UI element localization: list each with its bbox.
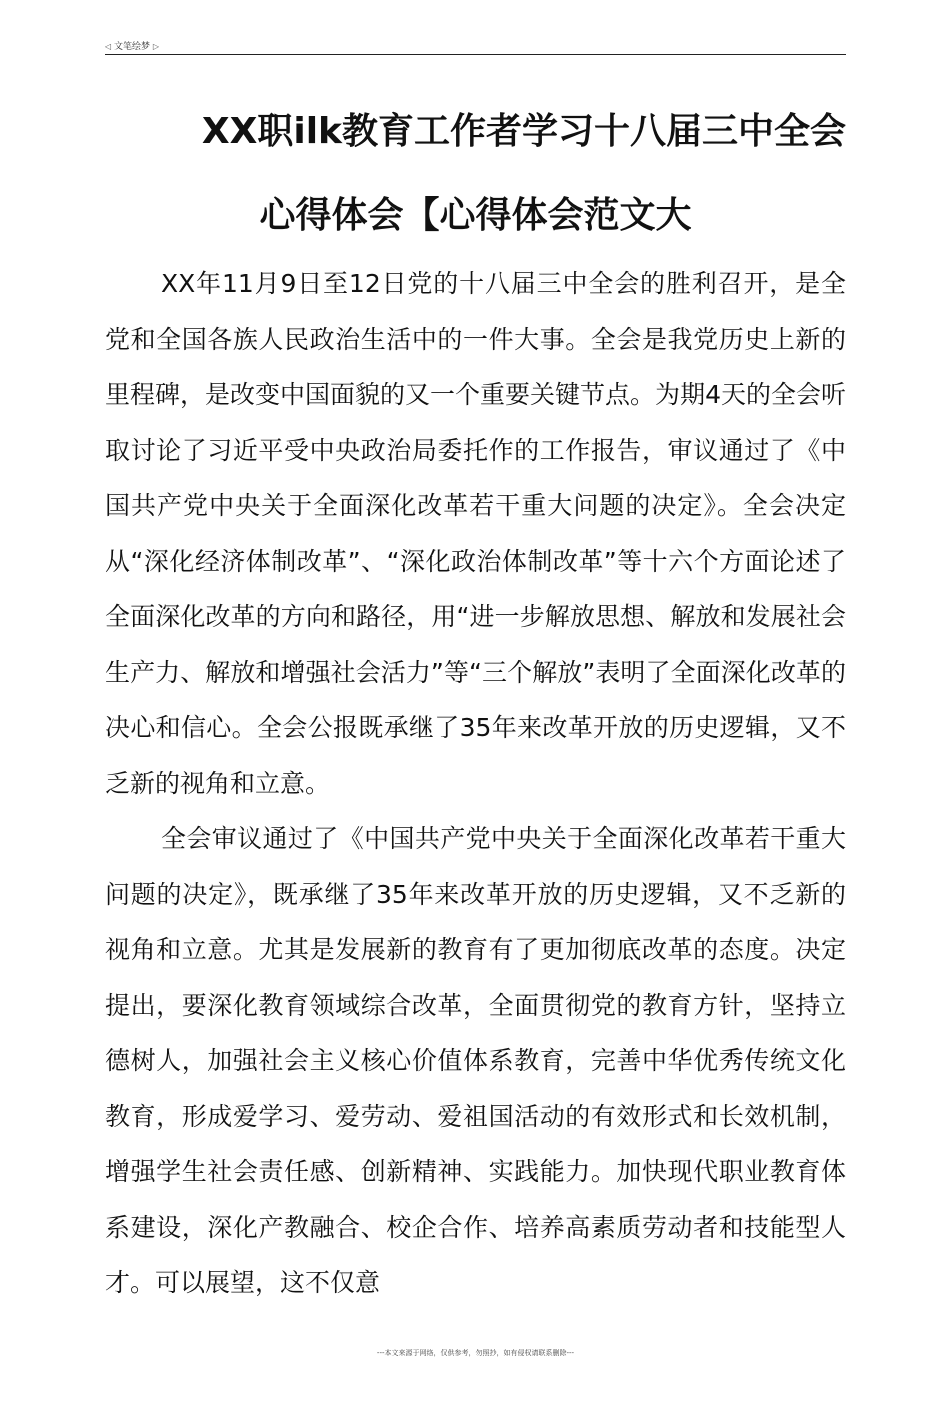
document-title (105, 102, 846, 270)
paragraph-2: 全会审议通过了《中国共产党中央关于全面深化改革若干重大问题的决定》，既承继了35年来改革开放的历史逻辑，又不乏新的视角和立意。尤其是发展新的教育有了更加彻底改革的态度。决定提出，要深化教育领域综合改革，全面贯彻党的教育方针，坚持立德树人，加强社会主义核心价值体系教育，完善中华优秀传统文化教育，形成爱学习、爱劳动、爱祖国活动的有效形式和长效机制，增强学生社会责任感、创新精神、实践能力。加快现代职业教育体系建设，深化产教融合、校企合作、培养高素质劳动者和技能型人才。可以展望，这不仅意 (105, 824, 846, 1297)
paragraph-1: XX年11月9日至12日党的十八届三中全会的胜利召开，是全党和全国各族人民政治生活中的一件大事。全会是我党历史上新的里程碑，是改变中国面貌的又一个重要关键节点。为期4天的全会听取讨论了习近平受中央政治局委托作的工作报告，审议通过了《中国共产党中央关于全面深化改革若干重大问题的决定》。全会决定从“深化经济体制改革”、“深化政治体制改革”等十六个方面论述了全面深化改革的方向和路径，用“进一步解放思想、解放和发展社会生产力、解放和增强社会活力”等“三个解放”表明了全面深化改革的决心和信心。全会公报既承继了35年来改革开放的历史逻辑，又不乏新的视角和立意。 (105, 269, 846, 798)
page-footer: ---本文来源于网络，仅供参考，勿照抄，如有侵权请联系删除--- (376, 1349, 575, 1357)
header-divider (105, 54, 846, 55)
right-triangle-icon: ▷ (152, 42, 160, 51)
title-line-2: 心得体会【心得体会范文大 (259, 195, 692, 236)
page-header (105, 40, 846, 54)
left-triangle-icon: ◁ (105, 42, 112, 51)
header-brand: 文笔绘梦 (114, 42, 151, 52)
title-line-1: XX职ilk教育工作者学习十八届三中全会 (201, 111, 846, 152)
document-body (105, 256, 846, 1311)
